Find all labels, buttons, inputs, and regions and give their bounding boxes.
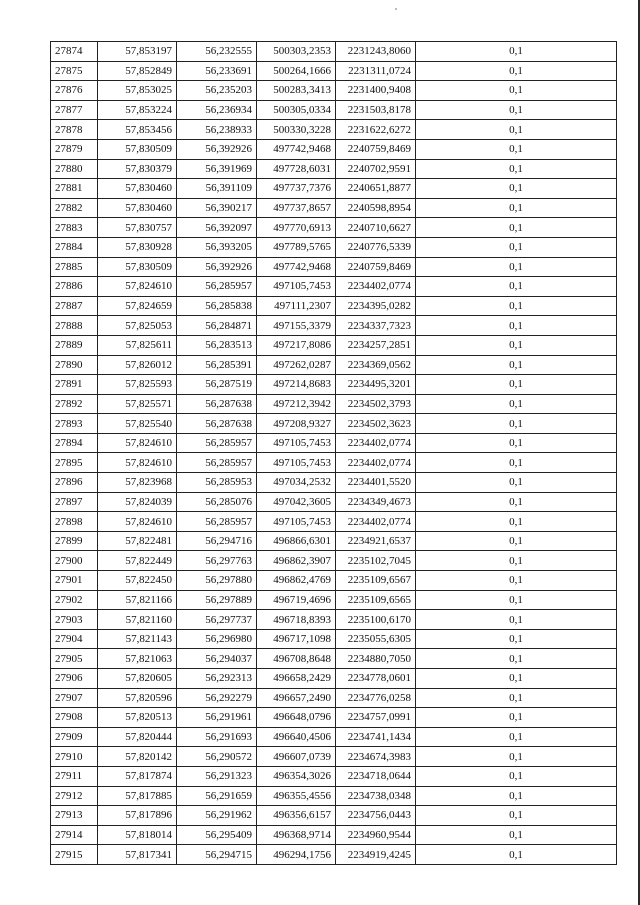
y-coordinate-cell: 2234349,4673 (336, 492, 416, 512)
y-coordinate-cell: 2234402,0774 (336, 453, 416, 473)
y-coordinate-cell: 2234495,3201 (336, 375, 416, 395)
value-cell: 0,1 (416, 81, 617, 101)
latitude-cell: 57,822449 (98, 551, 177, 571)
longitude-cell: 56,291962 (177, 806, 257, 826)
coordinates-table-body (51, 42, 617, 865)
x-coordinate-cell: 497105,7453 (257, 433, 336, 453)
value-cell: 0,1 (416, 629, 617, 649)
point-id-cell: 27896 (51, 473, 98, 493)
scan-speck (395, 8, 397, 10)
x-coordinate-cell: 500303,2353 (257, 42, 336, 62)
x-coordinate-cell: 496862,4769 (257, 571, 336, 591)
longitude-cell: 56,287519 (177, 375, 257, 395)
point-id-cell: 27890 (51, 355, 98, 375)
y-coordinate-cell: 2240776,5339 (336, 237, 416, 257)
y-coordinate-cell: 2240710,6627 (336, 218, 416, 238)
longitude-cell: 56,291323 (177, 766, 257, 786)
table-row (51, 277, 617, 297)
y-coordinate-cell: 2235055,6305 (336, 629, 416, 649)
longitude-cell: 56,285953 (177, 473, 257, 493)
point-id-cell: 27876 (51, 81, 98, 101)
value-cell: 0,1 (416, 296, 617, 316)
value-cell: 0,1 (416, 355, 617, 375)
longitude-cell: 56,292313 (177, 669, 257, 689)
point-id-cell: 27888 (51, 316, 98, 336)
x-coordinate-cell: 496658,2429 (257, 669, 336, 689)
point-id-cell: 27903 (51, 610, 98, 630)
latitude-cell: 57,830460 (98, 198, 177, 218)
value-cell: 0,1 (416, 806, 617, 826)
x-coordinate-cell: 500330,3228 (257, 120, 336, 140)
table-row (51, 394, 617, 414)
latitude-cell: 57,817896 (98, 806, 177, 826)
value-cell: 0,1 (416, 610, 617, 630)
value-cell: 0,1 (416, 825, 617, 845)
x-coordinate-cell: 497728,6031 (257, 159, 336, 179)
longitude-cell: 56,284871 (177, 316, 257, 336)
value-cell: 0,1 (416, 198, 617, 218)
y-coordinate-cell: 2234402,0774 (336, 433, 416, 453)
x-coordinate-cell: 497105,7453 (257, 453, 336, 473)
x-coordinate-cell: 497208,9327 (257, 414, 336, 434)
latitude-cell: 57,820513 (98, 708, 177, 728)
y-coordinate-cell: 2234756,0443 (336, 806, 416, 826)
latitude-cell: 57,824610 (98, 277, 177, 297)
table-row (51, 375, 617, 395)
x-coordinate-cell: 497155,3379 (257, 316, 336, 336)
point-id-cell: 27875 (51, 61, 98, 81)
table-row (51, 120, 617, 140)
latitude-cell: 57,820142 (98, 747, 177, 767)
value-cell: 0,1 (416, 571, 617, 591)
value-cell: 0,1 (416, 433, 617, 453)
value-cell: 0,1 (416, 492, 617, 512)
table-row (51, 355, 617, 375)
point-id-cell: 27884 (51, 237, 98, 257)
longitude-cell: 56,297889 (177, 590, 257, 610)
y-coordinate-cell: 2240759,8469 (336, 139, 416, 159)
point-id-cell: 27911 (51, 766, 98, 786)
x-coordinate-cell: 497214,8683 (257, 375, 336, 395)
table-row (51, 766, 617, 786)
point-id-cell: 27892 (51, 394, 98, 414)
latitude-cell: 57,830928 (98, 237, 177, 257)
longitude-cell: 56,287638 (177, 414, 257, 434)
x-coordinate-cell: 496356,6157 (257, 806, 336, 826)
table-row (51, 727, 617, 747)
point-id-cell: 27887 (51, 296, 98, 316)
latitude-cell: 57,830757 (98, 218, 177, 238)
x-coordinate-cell: 497105,7453 (257, 277, 336, 297)
x-coordinate-cell: 496368,9714 (257, 825, 336, 845)
table-row (51, 159, 617, 179)
longitude-cell: 56,285957 (177, 433, 257, 453)
value-cell: 0,1 (416, 218, 617, 238)
table-row (51, 610, 617, 630)
x-coordinate-cell: 496717,1098 (257, 629, 336, 649)
y-coordinate-cell: 2231622,6272 (336, 120, 416, 140)
table-row (51, 179, 617, 199)
point-id-cell: 27901 (51, 571, 98, 591)
point-id-cell: 27909 (51, 727, 98, 747)
x-coordinate-cell: 496294,1756 (257, 845, 336, 865)
table-row (51, 433, 617, 453)
latitude-cell: 57,825571 (98, 394, 177, 414)
point-id-cell: 27881 (51, 179, 98, 199)
value-cell: 0,1 (416, 159, 617, 179)
x-coordinate-cell: 497105,7453 (257, 512, 336, 532)
longitude-cell: 56,285838 (177, 296, 257, 316)
table-row (51, 669, 617, 689)
table-row (51, 512, 617, 532)
y-coordinate-cell: 2234921,6537 (336, 531, 416, 551)
x-coordinate-cell: 497737,8657 (257, 198, 336, 218)
table-row (51, 845, 617, 865)
point-id-cell: 27907 (51, 688, 98, 708)
value-cell: 0,1 (416, 335, 617, 355)
point-id-cell: 27908 (51, 708, 98, 728)
longitude-cell: 56,294716 (177, 531, 257, 551)
x-coordinate-cell: 496708,8648 (257, 649, 336, 669)
y-coordinate-cell: 2234718,0644 (336, 766, 416, 786)
latitude-cell: 57,822450 (98, 571, 177, 591)
point-id-cell: 27878 (51, 120, 98, 140)
x-coordinate-cell: 496354,3026 (257, 766, 336, 786)
table-row (51, 590, 617, 610)
point-id-cell: 27891 (51, 375, 98, 395)
x-coordinate-cell: 496355,4556 (257, 786, 336, 806)
table-row (51, 453, 617, 473)
value-cell: 0,1 (416, 747, 617, 767)
latitude-cell: 57,824610 (98, 433, 177, 453)
y-coordinate-cell: 2234960,9544 (336, 825, 416, 845)
value-cell: 0,1 (416, 42, 617, 62)
value-cell: 0,1 (416, 316, 617, 336)
latitude-cell: 57,821143 (98, 629, 177, 649)
value-cell: 0,1 (416, 277, 617, 297)
point-id-cell: 27880 (51, 159, 98, 179)
value-cell: 0,1 (416, 473, 617, 493)
x-coordinate-cell: 497034,2532 (257, 473, 336, 493)
table-row (51, 688, 617, 708)
latitude-cell: 57,830379 (98, 159, 177, 179)
latitude-cell: 57,824610 (98, 512, 177, 532)
y-coordinate-cell: 2231400,9408 (336, 81, 416, 101)
longitude-cell: 56,295409 (177, 825, 257, 845)
y-coordinate-cell: 2231311,0724 (336, 61, 416, 81)
point-id-cell: 27895 (51, 453, 98, 473)
y-coordinate-cell: 2234776,0258 (336, 688, 416, 708)
longitude-cell: 56,297737 (177, 610, 257, 630)
x-coordinate-cell: 496640,4506 (257, 727, 336, 747)
y-coordinate-cell: 2235100,6170 (336, 610, 416, 630)
latitude-cell: 57,852849 (98, 61, 177, 81)
point-id-cell: 27912 (51, 786, 98, 806)
table-row (51, 335, 617, 355)
y-coordinate-cell: 2234880,7050 (336, 649, 416, 669)
longitude-cell: 56,392097 (177, 218, 257, 238)
y-coordinate-cell: 2240598,8954 (336, 198, 416, 218)
point-id-cell: 27894 (51, 433, 98, 453)
table-row (51, 571, 617, 591)
x-coordinate-cell: 497742,9468 (257, 257, 336, 277)
y-coordinate-cell: 2240759,8469 (336, 257, 416, 277)
point-id-cell: 27889 (51, 335, 98, 355)
latitude-cell: 57,825540 (98, 414, 177, 434)
table-row (51, 61, 617, 81)
value-cell: 0,1 (416, 766, 617, 786)
x-coordinate-cell: 500264,1666 (257, 61, 336, 81)
point-id-cell: 27902 (51, 590, 98, 610)
y-coordinate-cell: 2234257,2851 (336, 335, 416, 355)
point-id-cell: 27893 (51, 414, 98, 434)
latitude-cell: 57,824659 (98, 296, 177, 316)
value-cell: 0,1 (416, 375, 617, 395)
latitude-cell: 57,823968 (98, 473, 177, 493)
table-row (51, 414, 617, 434)
longitude-cell: 56,283513 (177, 335, 257, 355)
point-id-cell: 27915 (51, 845, 98, 865)
longitude-cell: 56,392926 (177, 257, 257, 277)
y-coordinate-cell: 2234337,7323 (336, 316, 416, 336)
table-row (51, 551, 617, 571)
longitude-cell: 56,390217 (177, 198, 257, 218)
value-cell: 0,1 (416, 669, 617, 689)
longitude-cell: 56,235203 (177, 81, 257, 101)
y-coordinate-cell: 2234401,5520 (336, 473, 416, 493)
latitude-cell: 57,824610 (98, 453, 177, 473)
latitude-cell: 57,853224 (98, 100, 177, 120)
table-row (51, 296, 617, 316)
longitude-cell: 56,297763 (177, 551, 257, 571)
x-coordinate-cell: 497212,3942 (257, 394, 336, 414)
x-coordinate-cell: 497770,6913 (257, 218, 336, 238)
longitude-cell: 56,232555 (177, 42, 257, 62)
value-cell: 0,1 (416, 453, 617, 473)
point-id-cell: 27899 (51, 531, 98, 551)
point-id-cell: 27898 (51, 512, 98, 532)
x-coordinate-cell: 497789,5765 (257, 237, 336, 257)
table-row (51, 786, 617, 806)
y-coordinate-cell: 2235109,6567 (336, 571, 416, 591)
longitude-cell: 56,291693 (177, 727, 257, 747)
y-coordinate-cell: 2240702,9591 (336, 159, 416, 179)
latitude-cell: 57,825611 (98, 335, 177, 355)
latitude-cell: 57,820605 (98, 669, 177, 689)
x-coordinate-cell: 497111,2307 (257, 296, 336, 316)
x-coordinate-cell: 497262,0287 (257, 355, 336, 375)
table-row (51, 531, 617, 551)
latitude-cell: 57,817874 (98, 766, 177, 786)
longitude-cell: 56,285076 (177, 492, 257, 512)
x-coordinate-cell: 496718,8393 (257, 610, 336, 630)
y-coordinate-cell: 2234674,3983 (336, 747, 416, 767)
y-coordinate-cell: 2231503,8178 (336, 100, 416, 120)
y-coordinate-cell: 2234757,0991 (336, 708, 416, 728)
value-cell: 0,1 (416, 708, 617, 728)
latitude-cell: 57,825053 (98, 316, 177, 336)
point-id-cell: 27904 (51, 629, 98, 649)
point-id-cell: 27913 (51, 806, 98, 826)
value-cell: 0,1 (416, 100, 617, 120)
table-row (51, 81, 617, 101)
table-row (51, 257, 617, 277)
point-id-cell: 27914 (51, 825, 98, 845)
value-cell: 0,1 (416, 257, 617, 277)
longitude-cell: 56,285391 (177, 355, 257, 375)
point-id-cell: 27882 (51, 198, 98, 218)
longitude-cell: 56,391969 (177, 159, 257, 179)
table-row (51, 42, 617, 62)
point-id-cell: 27874 (51, 42, 98, 62)
table-row (51, 100, 617, 120)
y-coordinate-cell: 2234741,1434 (336, 727, 416, 747)
x-coordinate-cell: 496866,6301 (257, 531, 336, 551)
longitude-cell: 56,236934 (177, 100, 257, 120)
latitude-cell: 57,830509 (98, 257, 177, 277)
value-cell: 0,1 (416, 237, 617, 257)
table-row (51, 649, 617, 669)
y-coordinate-cell: 2235109,6565 (336, 590, 416, 610)
table-row (51, 708, 617, 728)
point-id-cell: 27900 (51, 551, 98, 571)
value-cell: 0,1 (416, 688, 617, 708)
longitude-cell: 56,391109 (177, 179, 257, 199)
table-row (51, 316, 617, 336)
value-cell: 0,1 (416, 61, 617, 81)
table-row (51, 198, 617, 218)
point-id-cell: 27879 (51, 139, 98, 159)
table-row (51, 825, 617, 845)
y-coordinate-cell: 2235102,7045 (336, 551, 416, 571)
point-id-cell: 27906 (51, 669, 98, 689)
point-id-cell: 27910 (51, 747, 98, 767)
longitude-cell: 56,297880 (177, 571, 257, 591)
longitude-cell: 56,233691 (177, 61, 257, 81)
y-coordinate-cell: 2231243,8060 (336, 42, 416, 62)
x-coordinate-cell: 497042,3605 (257, 492, 336, 512)
x-coordinate-cell: 497217,8086 (257, 335, 336, 355)
y-coordinate-cell: 2234919,4245 (336, 845, 416, 865)
table-row (51, 473, 617, 493)
point-id-cell: 27877 (51, 100, 98, 120)
longitude-cell: 56,294037 (177, 649, 257, 669)
value-cell: 0,1 (416, 512, 617, 532)
value-cell: 0,1 (416, 139, 617, 159)
longitude-cell: 56,238933 (177, 120, 257, 140)
x-coordinate-cell: 497737,7376 (257, 179, 336, 199)
value-cell: 0,1 (416, 531, 617, 551)
table-row (51, 139, 617, 159)
x-coordinate-cell: 496862,3907 (257, 551, 336, 571)
x-coordinate-cell: 496719,4696 (257, 590, 336, 610)
latitude-cell: 57,821166 (98, 590, 177, 610)
y-coordinate-cell: 2234502,3623 (336, 414, 416, 434)
y-coordinate-cell: 2240651,8877 (336, 179, 416, 199)
latitude-cell: 57,853025 (98, 81, 177, 101)
value-cell: 0,1 (416, 786, 617, 806)
latitude-cell: 57,817341 (98, 845, 177, 865)
longitude-cell: 56,294715 (177, 845, 257, 865)
value-cell: 0,1 (416, 394, 617, 414)
table-row (51, 747, 617, 767)
y-coordinate-cell: 2234402,0774 (336, 512, 416, 532)
table-row (51, 492, 617, 512)
coordinates-table (50, 41, 617, 865)
longitude-cell: 56,296980 (177, 629, 257, 649)
longitude-cell: 56,393205 (177, 237, 257, 257)
value-cell: 0,1 (416, 845, 617, 865)
x-coordinate-cell: 496607,0739 (257, 747, 336, 767)
table-row (51, 806, 617, 826)
x-coordinate-cell: 496648,0796 (257, 708, 336, 728)
latitude-cell: 57,818014 (98, 825, 177, 845)
point-id-cell: 27885 (51, 257, 98, 277)
table-row (51, 218, 617, 238)
longitude-cell: 56,285957 (177, 453, 257, 473)
y-coordinate-cell: 2234395,0282 (336, 296, 416, 316)
latitude-cell: 57,826012 (98, 355, 177, 375)
y-coordinate-cell: 2234502,3793 (336, 394, 416, 414)
latitude-cell: 57,821063 (98, 649, 177, 669)
x-coordinate-cell: 497742,9468 (257, 139, 336, 159)
x-coordinate-cell: 500283,3413 (257, 81, 336, 101)
point-id-cell: 27905 (51, 649, 98, 669)
x-coordinate-cell: 496657,2490 (257, 688, 336, 708)
latitude-cell: 57,817885 (98, 786, 177, 806)
latitude-cell: 57,820444 (98, 727, 177, 747)
longitude-cell: 56,290572 (177, 747, 257, 767)
longitude-cell: 56,291659 (177, 786, 257, 806)
value-cell: 0,1 (416, 727, 617, 747)
point-id-cell: 27883 (51, 218, 98, 238)
value-cell: 0,1 (416, 590, 617, 610)
latitude-cell: 57,824039 (98, 492, 177, 512)
point-id-cell: 27886 (51, 277, 98, 297)
y-coordinate-cell: 2234369,0562 (336, 355, 416, 375)
value-cell: 0,1 (416, 120, 617, 140)
longitude-cell: 56,292279 (177, 688, 257, 708)
x-coordinate-cell: 500305,0334 (257, 100, 336, 120)
point-id-cell: 27897 (51, 492, 98, 512)
value-cell: 0,1 (416, 551, 617, 571)
y-coordinate-cell: 2234738,0348 (336, 786, 416, 806)
latitude-cell: 57,821160 (98, 610, 177, 630)
latitude-cell: 57,853456 (98, 120, 177, 140)
latitude-cell: 57,830509 (98, 139, 177, 159)
latitude-cell: 57,822481 (98, 531, 177, 551)
value-cell: 0,1 (416, 179, 617, 199)
longitude-cell: 56,285957 (177, 512, 257, 532)
table-row (51, 237, 617, 257)
y-coordinate-cell: 2234402,0774 (336, 277, 416, 297)
table-row (51, 629, 617, 649)
latitude-cell: 57,820596 (98, 688, 177, 708)
latitude-cell: 57,825593 (98, 375, 177, 395)
value-cell: 0,1 (416, 414, 617, 434)
longitude-cell: 56,287638 (177, 394, 257, 414)
longitude-cell: 56,285957 (177, 277, 257, 297)
longitude-cell: 56,392926 (177, 139, 257, 159)
longitude-cell: 56,291961 (177, 708, 257, 728)
latitude-cell: 57,830460 (98, 179, 177, 199)
y-coordinate-cell: 2234778,0601 (336, 669, 416, 689)
latitude-cell: 57,853197 (98, 42, 177, 62)
value-cell: 0,1 (416, 649, 617, 669)
